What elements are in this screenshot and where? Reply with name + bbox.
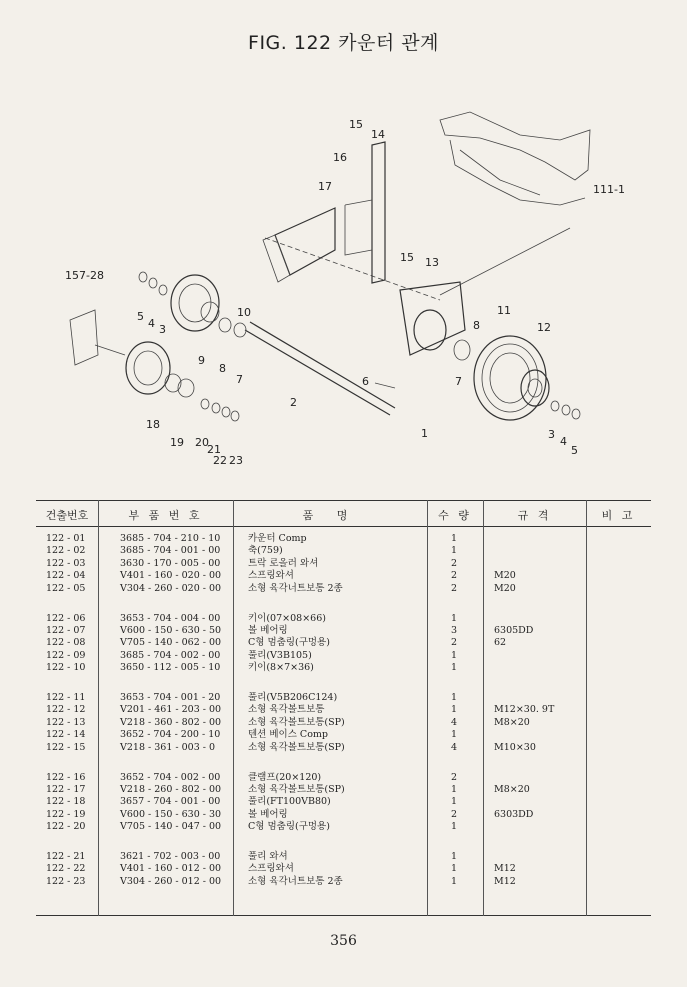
cell-spec: M20 [494, 582, 516, 594]
callout-23: 23 [229, 454, 243, 467]
header-spec: 규 격 [517, 509, 552, 522]
cell-name: 소형 육각볼트보통(SP) [248, 783, 345, 795]
callout-11: 11 [497, 304, 511, 317]
callout-20: 20 [195, 436, 209, 449]
cell-spec: M8×20 [494, 716, 530, 728]
callout-7b: 7 [455, 375, 462, 388]
cell-qty: 2 [451, 557, 458, 569]
callout-157-28: 157-28 [65, 269, 104, 282]
table-row [36, 637, 651, 649]
callout-3: 3 [159, 323, 166, 336]
page-number: 356 [330, 933, 357, 949]
callout-10: 10 [237, 306, 251, 319]
cell-no: 122 - 21 [46, 851, 86, 862]
cell-no: 122 - 23 [46, 875, 86, 887]
cell-part: V304 - 260 - 012 - 00 [120, 875, 222, 887]
callout-17: 17 [318, 180, 332, 193]
cell-qty: 1 [451, 612, 458, 624]
callout-15: 15 [349, 118, 363, 131]
cell-spec: M20 [494, 570, 516, 582]
callout-111-1: 111-1 [593, 183, 625, 196]
cell-qty: 2 [451, 582, 458, 594]
callout-14: 14 [371, 128, 385, 141]
cell-name: C형 멈춤링(구멍용) [248, 637, 330, 649]
cell-no: 122 - 08 [46, 637, 86, 649]
cell-no: 122 - 18 [46, 796, 86, 808]
cell-part: 3650 - 112 - 005 - 10 [120, 662, 221, 674]
cell-name: 키이(07×08×66) [248, 612, 326, 624]
cell-part: 3685 - 704 - 210 - 10 [120, 533, 221, 544]
header-qty: 수 량 [438, 509, 472, 522]
table-row [36, 876, 651, 888]
callout-2: 2 [290, 396, 297, 409]
cell-part: V304 - 260 - 020 - 00 [120, 582, 222, 594]
table-row [36, 545, 651, 557]
cell-name: 풀리 와셔 [248, 851, 288, 862]
cell-name: 볼 베어링 [248, 624, 288, 636]
cell-qty: 1 [451, 821, 458, 833]
cell-no: 122 - 05 [46, 582, 86, 594]
cell-qty: 4 [451, 716, 458, 728]
callout-4: 4 [148, 317, 155, 330]
table-row [36, 796, 651, 808]
callout-18: 18 [146, 418, 160, 431]
table-row [36, 558, 651, 570]
cell-name: 소형 육각너트보통 2종 [248, 582, 343, 594]
table-row [36, 692, 651, 704]
table-row [36, 533, 651, 545]
cell-part: 3653 - 704 - 001 - 20 [120, 692, 221, 703]
cell-part: V401 - 160 - 020 - 00 [120, 570, 222, 582]
cell-no: 122 - 13 [46, 716, 86, 728]
cell-name: 풀리(V3B105) [248, 649, 312, 661]
callout-15b: 15 [400, 251, 414, 264]
callout-16: 16 [333, 151, 347, 164]
cell-name: 스프링와셔 [248, 863, 294, 875]
callout-4b: 4 [560, 435, 567, 448]
table-row [36, 821, 651, 833]
callout-3b: 3 [548, 428, 555, 441]
table-row [36, 662, 651, 674]
cell-qty: 1 [451, 692, 458, 703]
table-row [36, 583, 651, 595]
parts-table [36, 500, 651, 916]
table-row [36, 809, 651, 821]
table-row [36, 704, 651, 716]
callout-5: 5 [137, 310, 144, 323]
cell-no: 122 - 20 [46, 821, 86, 833]
cell-name: 텐션 베이스 Comp [248, 729, 329, 741]
cell-no: 122 - 11 [46, 692, 86, 703]
cell-qty: 2 [451, 637, 458, 649]
cell-name: 클램프(20×120) [248, 771, 322, 783]
cell-name: 스프링와셔 [248, 570, 294, 582]
cell-no: 122 - 07 [46, 624, 86, 636]
cell-qty: 1 [451, 649, 458, 661]
cell-qty: 1 [451, 796, 458, 808]
cell-part: 3653 - 704 - 004 - 00 [120, 612, 221, 624]
cell-part: 3685 - 704 - 001 - 00 [120, 545, 221, 557]
table-row [36, 650, 651, 662]
cell-name: 트락 로올러 와셔 [248, 557, 319, 569]
cell-no: 122 - 16 [46, 771, 86, 783]
callout-7: 7 [236, 373, 243, 386]
table-row [36, 729, 651, 741]
cell-qty: 1 [451, 729, 458, 741]
cell-part: V201 - 461 - 203 - 00 [120, 704, 222, 716]
cell-qty: 1 [451, 662, 458, 674]
cell-spec: M12×30. 9T [494, 704, 555, 716]
cell-no: 122 - 06 [46, 612, 86, 624]
cell-spec: 6303DD [494, 808, 534, 820]
table-row [36, 784, 651, 796]
table-row [36, 717, 651, 729]
cell-spec: 62 [494, 637, 507, 649]
cell-name: 축(759) [248, 545, 283, 557]
table-row [36, 742, 651, 754]
cell-qty: 1 [451, 863, 458, 875]
cell-no: 122 - 15 [46, 741, 86, 753]
cell-qty: 1 [451, 875, 458, 887]
cell-name: 소형 육각볼트보통(SP) [248, 741, 345, 753]
table-row [36, 851, 651, 863]
cell-name: 카운터 Comp [248, 533, 307, 544]
cell-no: 122 - 17 [46, 783, 86, 795]
cell-part: V705 - 140 - 062 - 00 [120, 637, 222, 649]
cell-name: 소형 육각볼트보통(SP) [248, 716, 345, 728]
callout-21: 21 [207, 443, 221, 456]
cell-qty: 1 [451, 783, 458, 795]
callout-22: 22 [213, 454, 227, 467]
cell-no: 122 - 01 [46, 533, 86, 544]
cell-part: V218 - 361 - 003 - 0 [120, 741, 216, 753]
cell-no: 122 - 10 [46, 662, 86, 674]
cell-part: 3652 - 704 - 002 - 00 [120, 771, 221, 783]
cell-no: 122 - 02 [46, 545, 86, 557]
cell-qty: 2 [451, 808, 458, 820]
cell-part: V705 - 140 - 047 - 00 [120, 821, 222, 833]
cell-qty: 2 [451, 570, 458, 582]
callout-13: 13 [425, 256, 439, 269]
cell-name: 풀리(V5B206C124) [248, 692, 338, 703]
cell-spec: M12 [494, 875, 516, 887]
cell-no: 122 - 19 [46, 808, 86, 820]
table-row [36, 863, 651, 875]
header-no: 건출번호 [45, 509, 89, 522]
cell-no: 122 - 09 [46, 649, 86, 661]
exploded-parts-diagram [0, 90, 687, 475]
table-row [36, 772, 651, 784]
header-part-name: 품 명 [302, 509, 358, 522]
cell-name: 소형 육각볼트보통 [248, 704, 325, 716]
callout-19: 19 [170, 436, 184, 449]
table-row [36, 625, 651, 637]
cell-name: 소형 육각너트보통 2종 [248, 875, 343, 887]
cell-part: 3652 - 704 - 200 - 10 [120, 729, 221, 741]
cell-name: 풀리(FT100VB80) [248, 796, 331, 808]
cell-name: 키이(8×7×36) [248, 662, 314, 674]
figure-title: FIG. 122 카운터 관계 [248, 32, 439, 54]
cell-part: V401 - 160 - 012 - 00 [120, 863, 222, 875]
cell-spec: M8×20 [494, 783, 530, 795]
callout-1: 1 [421, 427, 428, 440]
cell-name: 볼 베어링 [248, 808, 288, 820]
cell-spec: M12 [494, 863, 516, 875]
cell-no: 122 - 14 [46, 729, 86, 741]
cell-qty: 1 [451, 545, 458, 557]
cell-no: 122 - 04 [46, 570, 86, 582]
callout-9: 9 [198, 354, 205, 367]
cell-part: 3621 - 702 - 003 - 00 [120, 851, 221, 862]
cell-name: C형 멈춤링(구멍용) [248, 821, 330, 833]
header-note: 비 고 [601, 509, 636, 522]
table-row [36, 613, 651, 625]
cell-no: 122 - 22 [46, 863, 86, 875]
cell-spec: 6305DD [494, 624, 534, 636]
callout-8: 8 [473, 319, 480, 332]
callout-8b: 8 [219, 362, 226, 375]
cell-no: 122 - 03 [46, 557, 86, 569]
cell-qty: 1 [451, 851, 458, 862]
cell-spec: M10×30 [494, 741, 536, 753]
cell-qty: 4 [451, 741, 458, 753]
cell-qty: 3 [451, 624, 458, 636]
cell-no: 122 - 12 [46, 704, 86, 716]
cell-qty: 1 [451, 704, 458, 716]
cell-part: 3630 - 170 - 005 - 00 [120, 557, 221, 569]
callout-12: 12 [537, 321, 551, 334]
table-row [36, 570, 651, 582]
cell-part: V218 - 360 - 802 - 00 [120, 716, 222, 728]
cell-part: 3657 - 704 - 001 - 00 [120, 796, 221, 808]
cell-part: V600 - 150 - 630 - 30 [120, 808, 222, 820]
header-part-number: 부 품 번 호 [128, 509, 203, 522]
cell-part: 3685 - 704 - 002 - 00 [120, 649, 221, 661]
cell-qty: 2 [451, 771, 458, 783]
cell-qty: 1 [451, 533, 458, 544]
cell-part: V600 - 150 - 630 - 50 [120, 624, 222, 636]
cell-part: V218 - 260 - 802 - 00 [120, 783, 222, 795]
callout-6: 6 [362, 375, 369, 388]
callout-5b: 5 [571, 444, 578, 457]
